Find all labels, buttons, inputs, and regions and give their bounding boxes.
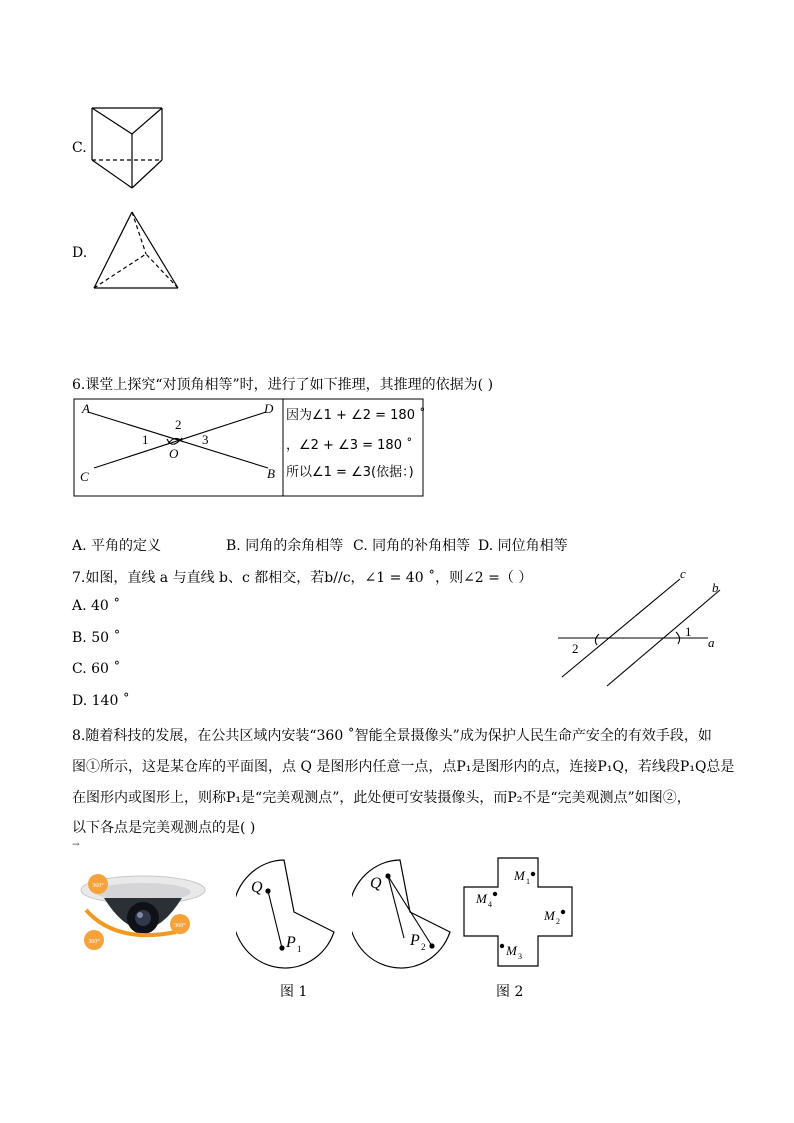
label-b: b [712, 580, 719, 595]
fig2-q-label: Q [370, 875, 382, 892]
figure-2 [352, 856, 456, 972]
badge-1: 360° [92, 883, 104, 889]
triangular-prism-figure [88, 104, 168, 194]
line-c [562, 579, 680, 677]
m4-label: M [476, 891, 487, 906]
fig1-p-label: P [286, 934, 296, 951]
fig1-p-subscript: 1 [297, 944, 302, 954]
figure-1-caption: 图 1 [280, 984, 308, 1000]
option-d-label: D. [72, 245, 88, 261]
q8-line-4: 以下各点是完美观测点的是( ) [72, 820, 256, 836]
badge-3: 360° [88, 939, 100, 945]
fig1-q-label: Q [251, 879, 263, 896]
angle-2-label: 2 [175, 417, 182, 432]
q6-option-a: A. 平角的定义 [72, 538, 162, 554]
q7-stem: 7.如图，直线 a 与直线 b、c 都相交，若b//c，∠1 = 40 ˚，则∠2 =（ ） [72, 570, 533, 586]
label-a: a [708, 635, 715, 650]
label-d: D [264, 401, 274, 416]
option-c-label: C. [72, 140, 87, 156]
q8-line-2: 图①所示，这是某仓库的平面图，点 Q 是图形内任意一点，点P₁是图形内的点，连接P₁Q，若线段P₁Q总是 [72, 759, 735, 775]
paragraph-mark: → [72, 840, 80, 850]
label-b: B [267, 466, 275, 481]
fig2-p-label: P [410, 932, 420, 949]
m3-subscript: 3 [518, 952, 522, 961]
reasoning-line-3: 所以∠1 = ∠3(依据：) [286, 465, 414, 480]
q8-line-3: 在图形内或图形上，则称P₁是“完美观测点”，此处便可安装摄像头，而P₂不是“完美观测点”如图②， [72, 790, 691, 806]
q7-option-d: D. 140 ˚ [72, 693, 130, 709]
m4-subscript: 4 [488, 900, 492, 909]
figure-1 [236, 856, 340, 972]
angle-3-label: 3 [202, 432, 209, 447]
cross-figure [462, 856, 576, 970]
q6-option-c: C. 同角的补角相等 [353, 538, 471, 554]
q7-option-c: C. 60 ˚ [72, 661, 121, 677]
badge-2: 360° [174, 923, 186, 929]
q7-option-b: B. 50 ˚ [72, 630, 121, 646]
label-a: A [82, 401, 90, 416]
tetrahedron-figure [90, 208, 186, 294]
angle-1-label: 1 [685, 624, 692, 639]
figure-2-caption: 图 2 [496, 984, 524, 1000]
q6-figure [72, 398, 426, 498]
angle-2-label: 2 [572, 641, 579, 656]
q7-figure [552, 564, 732, 694]
q6-option-b: B. 同角的余角相等 [226, 538, 344, 554]
fig2-p-subscript: 2 [421, 942, 426, 952]
m1-subscript: 1 [526, 877, 530, 886]
q6-option-d: D. 同位角相等 [478, 538, 568, 554]
camera-image [76, 868, 210, 960]
q8-line-1: 8.随着科技的发展，在公共区域内安装“360 ˚智能全景摄像头”成为保护人民生命产安全的有效手段，如 [72, 728, 712, 744]
q6-stem: 6.课堂上探究“对顶角相等”时，进行了如下推理，其推理的依据为( ) [72, 377, 494, 393]
angle-1-label: 1 [142, 432, 149, 447]
reasoning-line-1: 因为∠1 + ∠2 = 180 ˚ [286, 408, 426, 423]
label-o: O [169, 446, 179, 461]
m1-label: M [514, 868, 525, 883]
label-c: c [680, 566, 686, 581]
m2-label: M [544, 908, 555, 923]
label-c: C [80, 469, 89, 484]
m3-label: M [506, 943, 517, 958]
reasoning-line-2: ，∠2 + ∠3 = 180 ˚ [286, 438, 413, 453]
q7-option-a: A. 40 ˚ [72, 598, 121, 614]
m2-subscript: 2 [556, 917, 560, 926]
